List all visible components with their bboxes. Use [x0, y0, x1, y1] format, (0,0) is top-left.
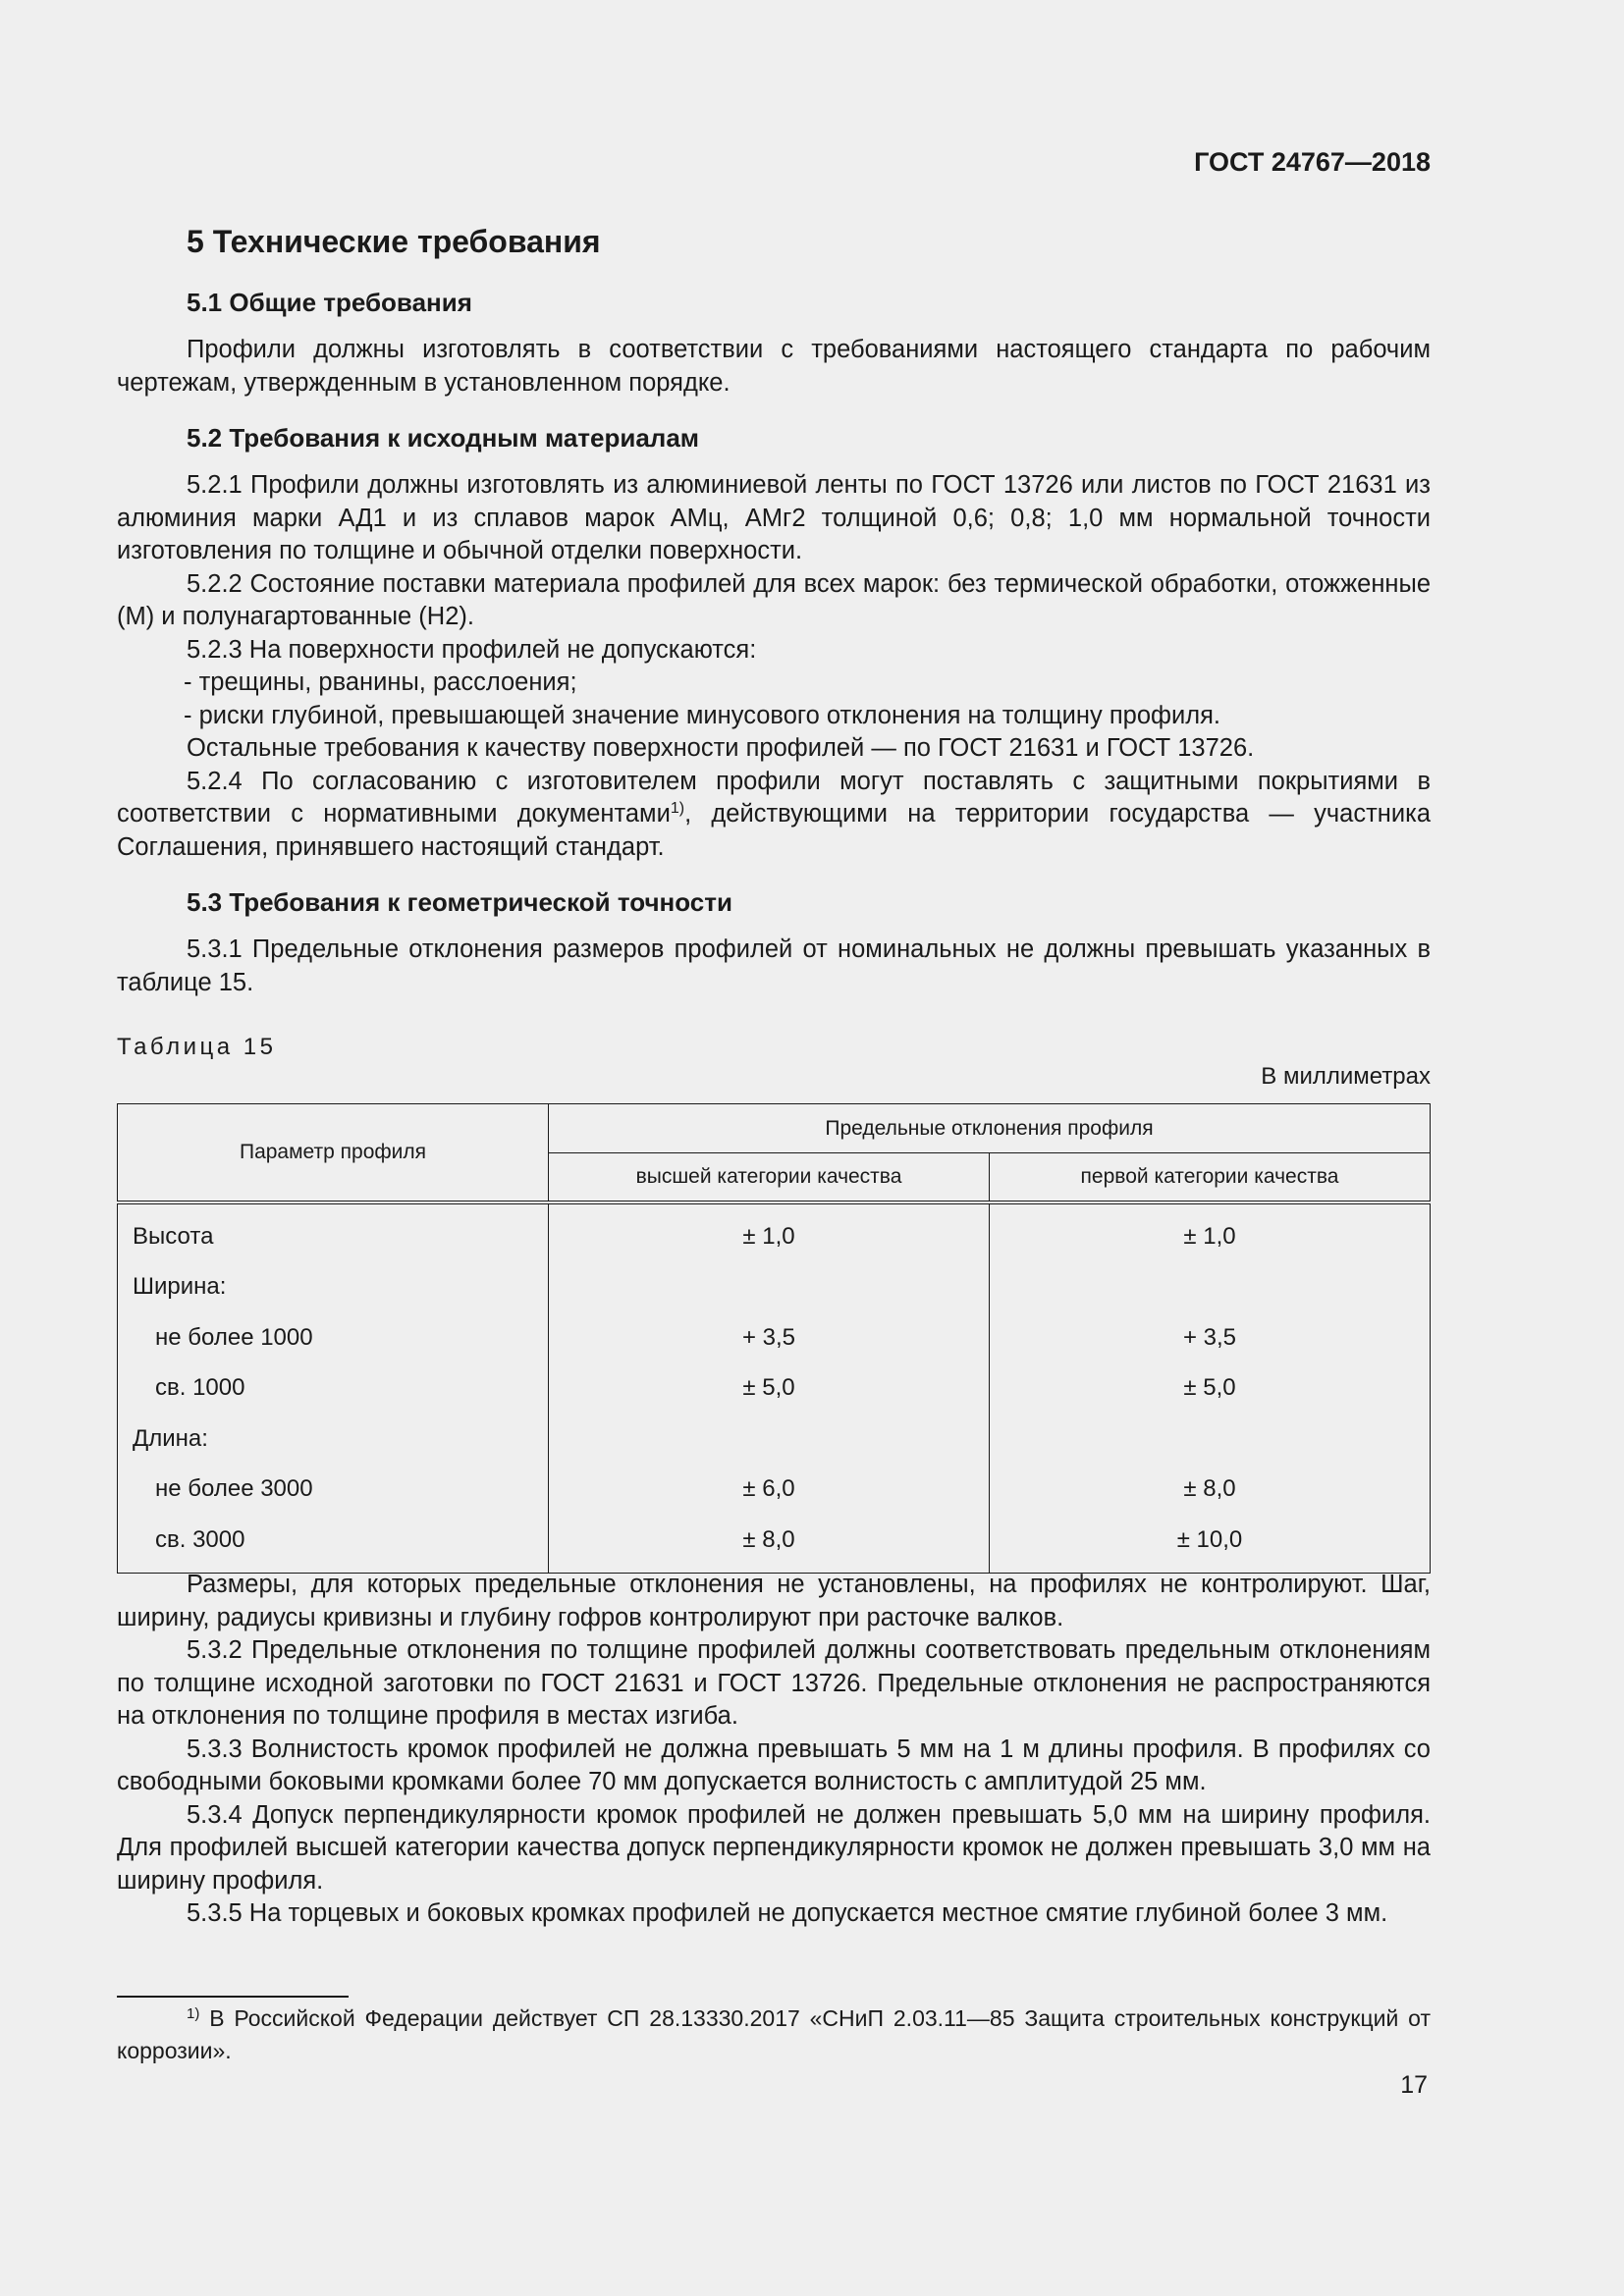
paragraph-5-3-4: 5.3.4 Допуск перпендикулярности кромок профилей не должен превышать 5,0 мм на ширину профиля. Для профилей высшей категории качества допуск перпендикулярности кромок не должен превышать 3,0 мм на ширину профиля.: [117, 1800, 1431, 1895]
table-row: не более 3000 ± 6,0 ± 8,0: [118, 1465, 1431, 1516]
list-item: - риски глубиной, превышающей значение минусового отклонения на толщину профиля.: [184, 701, 1221, 729]
section-5-3-continued: [117, 1569, 1431, 1931]
table-row: св. 3000 ± 8,0 ± 10,0: [118, 1515, 1431, 1573]
paragraph-5-3-1: 5.3.1 Предельные отклонения размеров профилей от номинальных не должны превышать указанных в таблице 15.: [117, 935, 1431, 996]
header-highest-category: высшей категории качества: [549, 1153, 990, 1203]
table-row: св. 1000 ± 5,0 ± 5,0: [118, 1363, 1431, 1415]
footnote: $^{1)}$ В Российской Федерации действует СП 28.13330.2017 «СНиП 2.03.11—85 Защита строительных конструкций от коррозии».: [117, 2005, 1431, 2063]
table-label: Таблица 15: [117, 1034, 277, 1060]
list-item: - трещины, рванины, расслоения;: [184, 668, 577, 696]
header-parameter: Параметр профиля: [118, 1104, 549, 1203]
tolerance-table: [117, 1103, 1431, 1574]
footnote-divider: [117, 1996, 349, 1998]
table-unit: В миллиметрах: [1261, 1063, 1431, 1090]
header-deviations-group: Предельные отклонения профиля: [549, 1104, 1431, 1153]
paragraph-5-3-2: 5.3.2 Предельные отклонения по толщине профилей должны соответствовать предельным отклонениям по толщине исходной заготовки по ГОСТ 21631 и ГОСТ 13726. Предельные отклонения не распространяются на отклонения по толщине профиля в местах изгиба.: [117, 1636, 1431, 1730]
page-number: 17: [1400, 2071, 1428, 2099]
table-row: не более 1000 + 3,5 + 3,5: [118, 1312, 1431, 1363]
footnote-ref[interactable]: 1): [670, 800, 685, 817]
paragraph-5-3-5: 5.3.5 На торцевых и боковых кромках профилей не допускается местное смятие глубиной более 3 мм.: [187, 1899, 1388, 1927]
paragraph-5-2-2: 5.2.2 Состояние поставки материала профилей для всех марок: без термической обработки, отожженные (М) и полунагартованные (Н2).: [117, 569, 1431, 630]
paragraph-5-1: Профили должны изготовлять в соответствии с требованиями настоящего стандарта по рабочим чертежам, утвержденным в установленном порядке.: [117, 336, 1431, 397]
document-id: ГОСТ 24767—2018: [1194, 147, 1431, 177]
subsection-5-1-title: 5.1 Общие требования: [187, 288, 472, 317]
subsection-5-3-title: 5.3 Требования к геометрической точности: [187, 887, 732, 917]
table-row: Ширина:: [118, 1262, 1431, 1313]
section-5-2-body: [117, 469, 1431, 864]
paragraph-surface-quality: Остальные требования к качеству поверхности профилей — по ГОСТ 21631 и ГОСТ 13726.: [187, 734, 1255, 762]
header-first-category: первой категории качества: [990, 1153, 1431, 1203]
table-row: Длина:: [118, 1414, 1431, 1465]
paragraph-5-2-3: 5.2.3 На поверхности профилей не допускаются:: [187, 635, 757, 664]
table-row: Высота ± 1,0 ± 1,0: [118, 1202, 1431, 1262]
paragraph-5-2-4: 5.2.4 По согласованию с изготовителем профили могут поставлять с защитными покрытиями в соответствии с нормативными документами$^{1)}$, действующими на территории государства — участника Соглашения, принявшего настоящий стандарт.: [117, 767, 1431, 861]
footnote-mark: 1): [187, 2005, 200, 2022]
paragraph-5-3-3: 5.3.3 Волнистость кромок профилей не должна превышать 5 мм на 1 м длины профиля. В профилях со свободными боковыми кромками более 70 мм допускается волнистость с амплитудой 25 мм.: [117, 1735, 1431, 1795]
paragraph-uncontrolled-dimensions: Размеры, для которых предельные отклонения не установлены, на профилях не контролируют. Шаг, ширину, радиусы кривизны и глубину гофров контролируют при расточке валков.: [117, 1571, 1431, 1631]
section-title: 5 Технические требования: [187, 224, 601, 259]
subsection-5-2-title: 5.2 Требования к исходным материалам: [187, 423, 700, 453]
paragraph-5-2-1: 5.2.1 Профили должны изготовлять из алюминиевой ленты по ГОСТ 13726 или листов по ГОСТ 21631 из алюминия марки АД1 и из сплавов марок АМц, АМг2 толщиной 0,6; 0,8; 1,0 мм нормальной точности изготовления по толщине и обычной отделки поверхности.: [117, 471, 1431, 564]
